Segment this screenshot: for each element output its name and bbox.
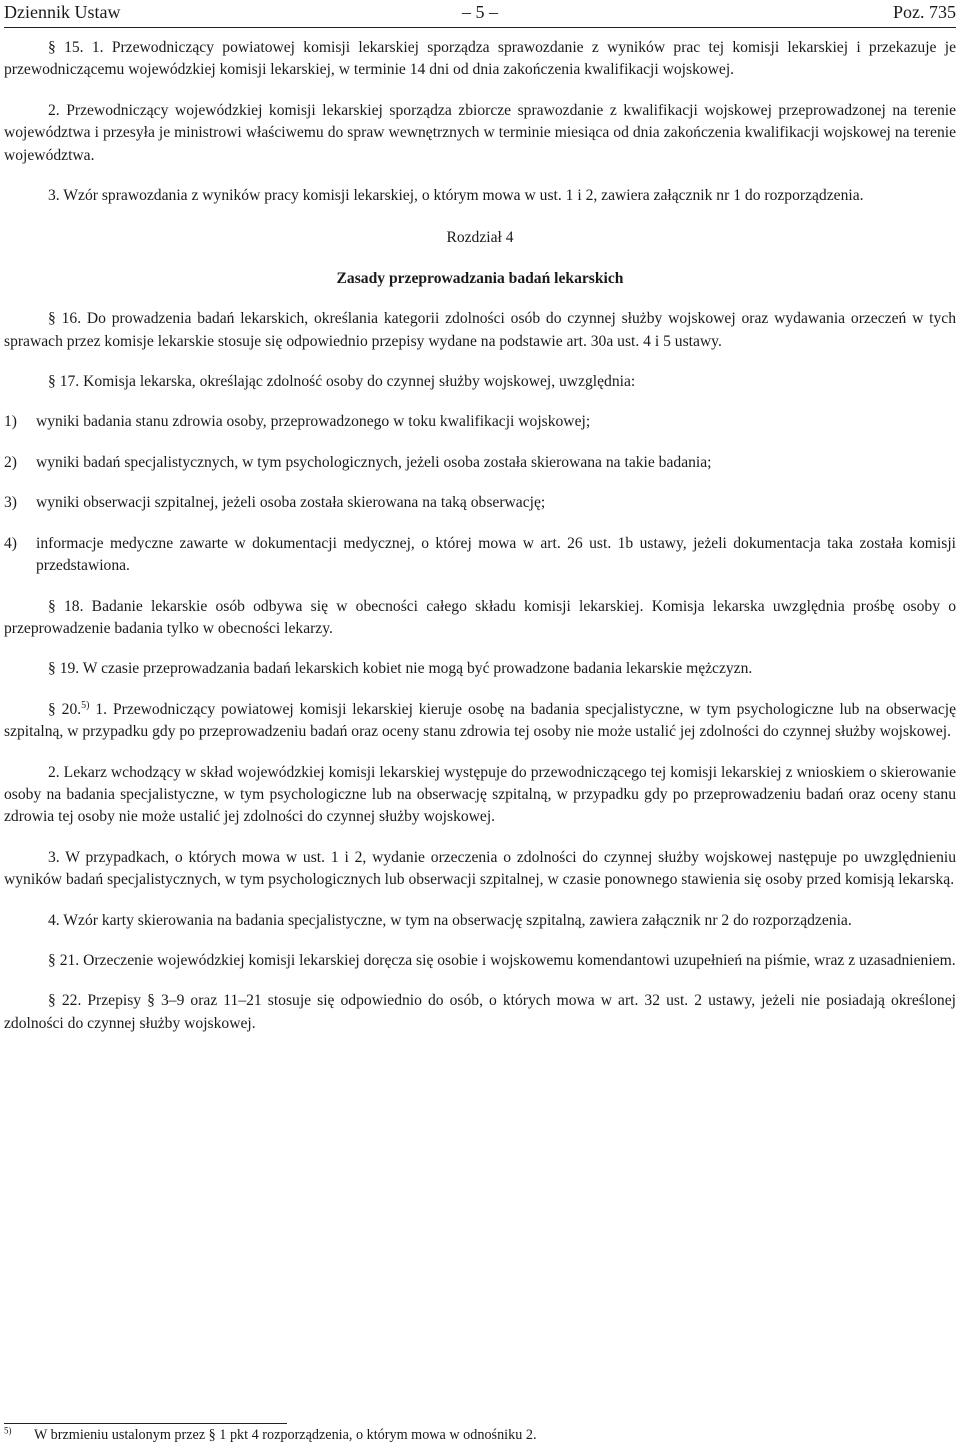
footnote-text: W brzmieniu ustalonym przez § 1 pkt 4 rozporządzenia, o którym mowa w odnośniku 2. (34, 1427, 537, 1443)
footnote-reference[interactable]: 5) (81, 699, 90, 711)
s20-paragraph-3: 3. W przypadkach, o których mowa w ust. 1 i 2, wydanie orzeczenia o zdolności do czynnej służby wojskowej następuje po uwzględnieniu wyników badań specjalistycznych, w tym psychologicznych lub obserwacji szpitalnej, w czasie ponownego stawienia się osoby przed komisją lekarską. (4, 848, 956, 889)
footnote-marker: 5) (4, 1425, 12, 1436)
list-item-number: 4) (4, 534, 17, 552)
s17-intro: § 17. Komisja lekarska, określając zdolność osoby do czynnej służby wojskowej, uwzględnia: (48, 373, 636, 391)
chapter-title: Zasady przeprowadzania badań lekarskich (336, 269, 624, 287)
journal-title: Dziennik Ustaw (4, 2, 121, 22)
s22-paragraph: § 22. Przepisy § 3–9 oraz 11–21 stosuje się odpowiednio do osób, o których mowa w art. 32 ust. 2 ustawy, jeżeli nie posiadają określonej zdolności do czynnej służby wojskowej. (4, 992, 956, 1032)
chapter-number: Rozdział 4 (446, 229, 514, 247)
s18-paragraph: § 18. Badanie lekarskie osób odbywa się w obecności całego składu komisji lekarskiej. Komisja lekarska uwzględnia prośbę osoby o przeprowadzenie badania tylko w obecności lekarzy. (4, 597, 956, 637)
s20-paragraph-2: 2. Lekarz wchodzący w skład wojewódzkiej komisji lekarskiej występuje do przewodniczącego tej komisji lekarskiej z wnioskiem o skierowanie osoby na badania specjalistyczne, w tym psychologiczne lub na obserwację szpitalną, w przypadku gdy po przeprowadzeniu badań oraz oceny stanu zdrowia tej osoby nie może ustalić jej zdolności do czynnej służby wojskowej. (4, 763, 956, 826)
footnote (4, 1426, 956, 1444)
position-number: Poz. 735 (893, 2, 956, 22)
list-item-text: wyniki obserwacji szpitalnej, jeżeli osoba została skierowana na taką obserwację; (36, 494, 546, 512)
s16-paragraph: § 16. Do prowadzenia badań lekarskich, określania kategorii zdolności osób do czynnej służby wojskowej oraz wydawania orzeczeń w tych sprawach przez komisje lekarskie stosuje się odpowiednio przepisy wydane na podstawie art. 30a ust. 4 i 5 ustawy. (4, 310, 956, 350)
s20-paragraph-1-text: 1. Przewodniczący powiatowej komisji lekarskiej kieruje osobę na badania specjalistyczne, w tym psychologiczne lub na obserwację szpitalną, w przypadku gdy po przeprowadzeniu badań oraz oceny stanu zdrowia tej osoby nie może ustalić jej zdolności do czynnej służby wojskowej. (4, 700, 956, 741)
s20-paragraph-1 (4, 699, 956, 744)
document-body (4, 37, 956, 1035)
list-item (4, 533, 956, 578)
list-item-text: wyniki badania stanu zdrowia osoby, przeprowadzonego w toku kwalifikacji wojskowej; (36, 413, 591, 431)
list-item (4, 452, 956, 474)
s15-paragraph-3: 3. Wzór sprawozdania z wyników pracy komisji lekarskiej, o którym mowa w ust. 1 i 2, zawiera załącznik nr 1 do rozporządzenia. (48, 187, 864, 205)
list-item-number: 3) (4, 494, 17, 512)
page-number: – 5 – (462, 2, 498, 22)
list-item-number: 1) (4, 413, 17, 431)
list-item (4, 492, 956, 514)
header-rule (4, 27, 956, 28)
s15-paragraph-1: § 15. 1. Przewodniczący powiatowej komisji lekarskiej sporządza sprawozdanie z wyników prac tej komisji lekarskiej i przekazuje je przewodniczącemu wojewódzkiej komisji lekarskiej, w terminie 14 dni od dnia zakończenia kwalifikacji wojskowej. (4, 39, 956, 79)
s20-paragraph-4: 4. Wzór karty skierowania na badania specjalistyczne, w tym na obserwację szpitalną, zawiera załącznik nr 2 do rozporządzenia. (48, 911, 852, 929)
list-item-number: 2) (4, 453, 17, 471)
s21-paragraph: § 21. Orzeczenie wojewódzkiej komisji lekarskiej doręcza się osobie i wojskowemu komendantowi uzupełnień na piśmie, wraz z uzasadnieniem. (48, 951, 956, 969)
list-item-text: informacje medyczne zawarte w dokumentacji medycznej, o której mowa w art. 26 ust. 1b ustawy, jeżeli dokumentacja taka została komisji przedstawiona. (36, 534, 956, 575)
s19-paragraph: § 19. W czasie przeprowadzania badań lekarskich kobiet nie mogą być prowadzone badania lekarskie mężczyzn. (48, 660, 753, 678)
list-item-text: wyniki badań specjalistycznych, w tym psychologicznych, jeżeli osoba została skierowana na takie badania; (36, 453, 712, 471)
s15-paragraph-2: 2. Przewodniczący wojewódzkiej komisji lekarskiej sporządza zbiorcze sprawozdanie z kwalifikacji wojskowej przeprowadzonej na terenie województwa i przesyła je ministrowi właściwemu do spraw wewnętrznych w terminie miesiąca od dnia zakończenia kwalifikacji wojskowej na terenie województwa. (4, 101, 956, 164)
list-item (4, 411, 956, 433)
s20-lead: § 20. (48, 700, 82, 718)
footnote-rule (4, 1423, 287, 1424)
page-header (4, 2, 956, 26)
